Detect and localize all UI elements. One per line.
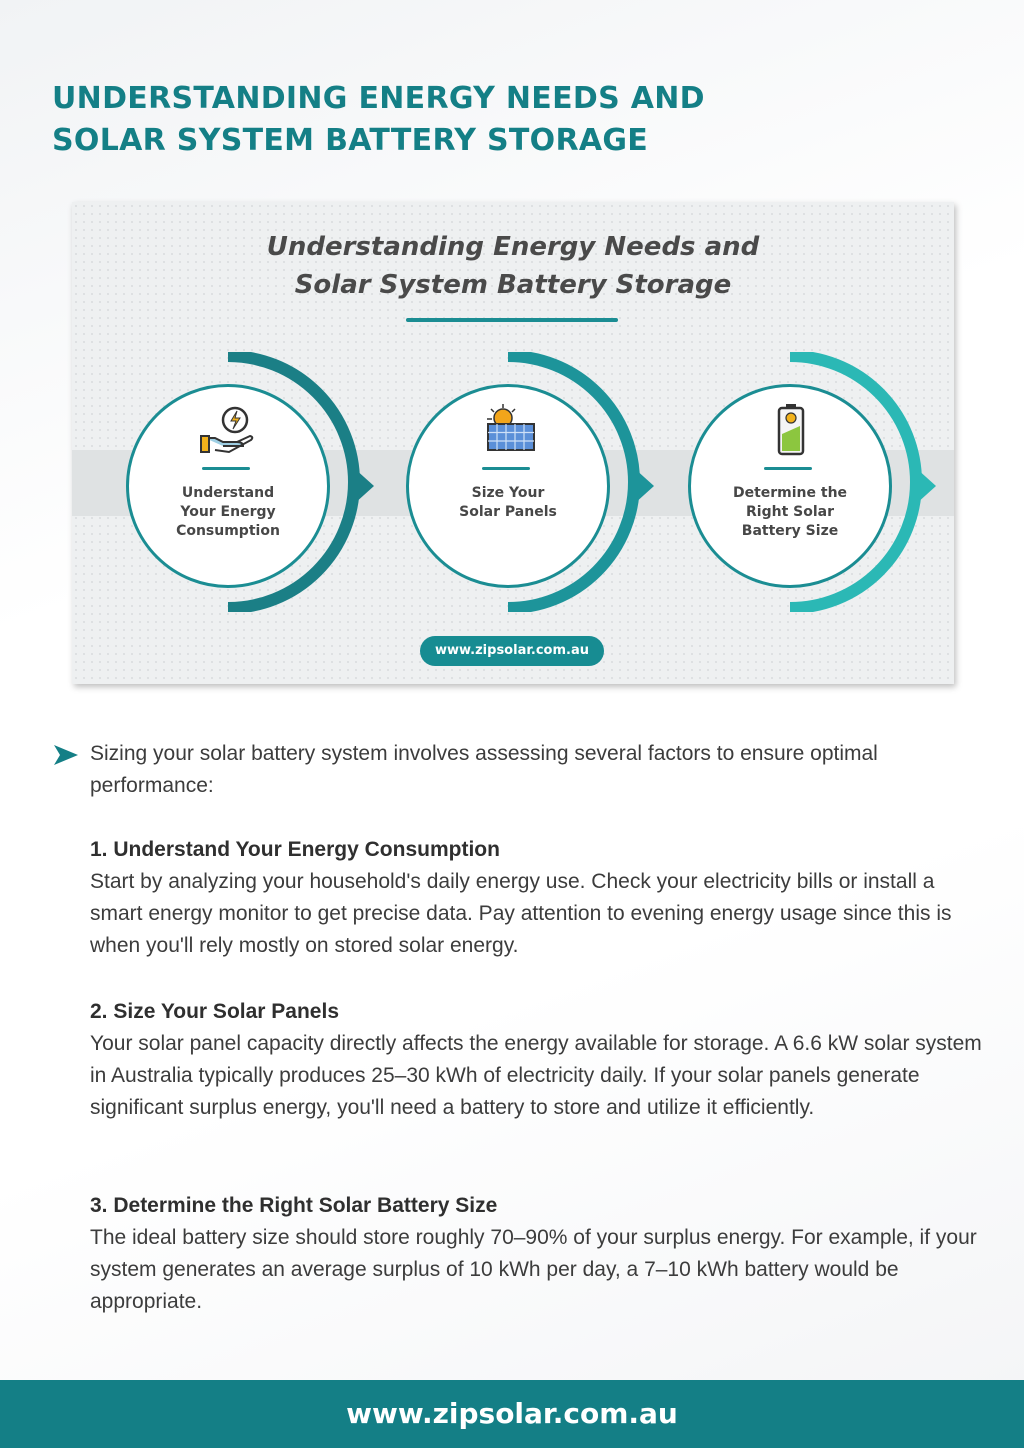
step-label-line: Battery Size (741, 523, 839, 539)
infographic (72, 202, 954, 684)
step-divider (202, 467, 250, 470)
section-body: The ideal battery size should store roughly 70–90% of your surplus energy. For example, if your system generates an average surplus of 10 kWh per day, a 7–10 kWh battery would be appropriate. (90, 1226, 977, 1313)
page-title (52, 78, 952, 162)
infographic-url-link[interactable]: www.zipsolar.com.au (420, 636, 604, 666)
solar-panel-sun-icon (479, 402, 539, 458)
section-solar-panels (90, 996, 990, 1124)
step-label-line: Solar Panels (459, 504, 557, 520)
step-label (422, 484, 594, 522)
infographic-title-line-1: Understanding Energy Needs and (266, 232, 760, 262)
step-label-line: Determine the (732, 485, 848, 501)
step-label-line: Understand (181, 485, 275, 501)
page-title-line-1: UNDERSTANDING ENERGY NEEDS AND (52, 81, 705, 116)
step-label-line: Consumption (176, 523, 280, 539)
step-size-solar-panels (352, 352, 612, 612)
section-battery-size (90, 1190, 990, 1318)
step-label (142, 484, 314, 541)
section-body: Start by analyzing your household's daily energy use. Check your electricity bills or install a smart energy monitor to get precise data. Pay attention to evening energy usage since this is when you'll rely mostly on stored solar energy. (90, 870, 952, 957)
section-heading: 1. Understand Your Energy Consumption (90, 838, 500, 861)
battery-icon (761, 402, 821, 458)
page-title-line-2: SOLAR SYSTEM BATTERY STORAGE (52, 123, 649, 158)
section-energy-consumption (90, 834, 990, 962)
infographic-title-line-2: Solar System Battery Storage (294, 270, 732, 300)
step-divider (482, 467, 530, 470)
hand-energy-icon (199, 402, 259, 458)
intro-paragraph: Sizing your solar battery system involves assessing several factors to ensure optimal performance: (90, 742, 878, 797)
step-label-line: Right Solar (746, 504, 834, 520)
infographic-title (72, 228, 954, 304)
section-heading: 2. Size Your Solar Panels (90, 1000, 339, 1023)
step-understand-consumption (72, 352, 332, 612)
section-heading: 3. Determine the Right Solar Battery Size (90, 1194, 498, 1217)
step-divider (764, 467, 812, 470)
footer-url-link[interactable]: www.zipsolar.com.au (0, 1380, 1024, 1448)
step-label-line: Your Energy (180, 504, 276, 520)
arrow-bullet-icon (52, 743, 80, 767)
step-label-line: Size Your (471, 485, 545, 501)
title-underline (406, 318, 618, 322)
section-body: Your solar panel capacity directly affects the energy available for storage. A 6.6 kW solar system in Australia typically produces 25–30 kWh of electricity daily. If your solar panels generate significant surplus energy, you'll need a battery to store and utilize it efficiently. (90, 1032, 982, 1119)
step-label (704, 484, 876, 541)
step-determine-battery-size (634, 352, 894, 612)
